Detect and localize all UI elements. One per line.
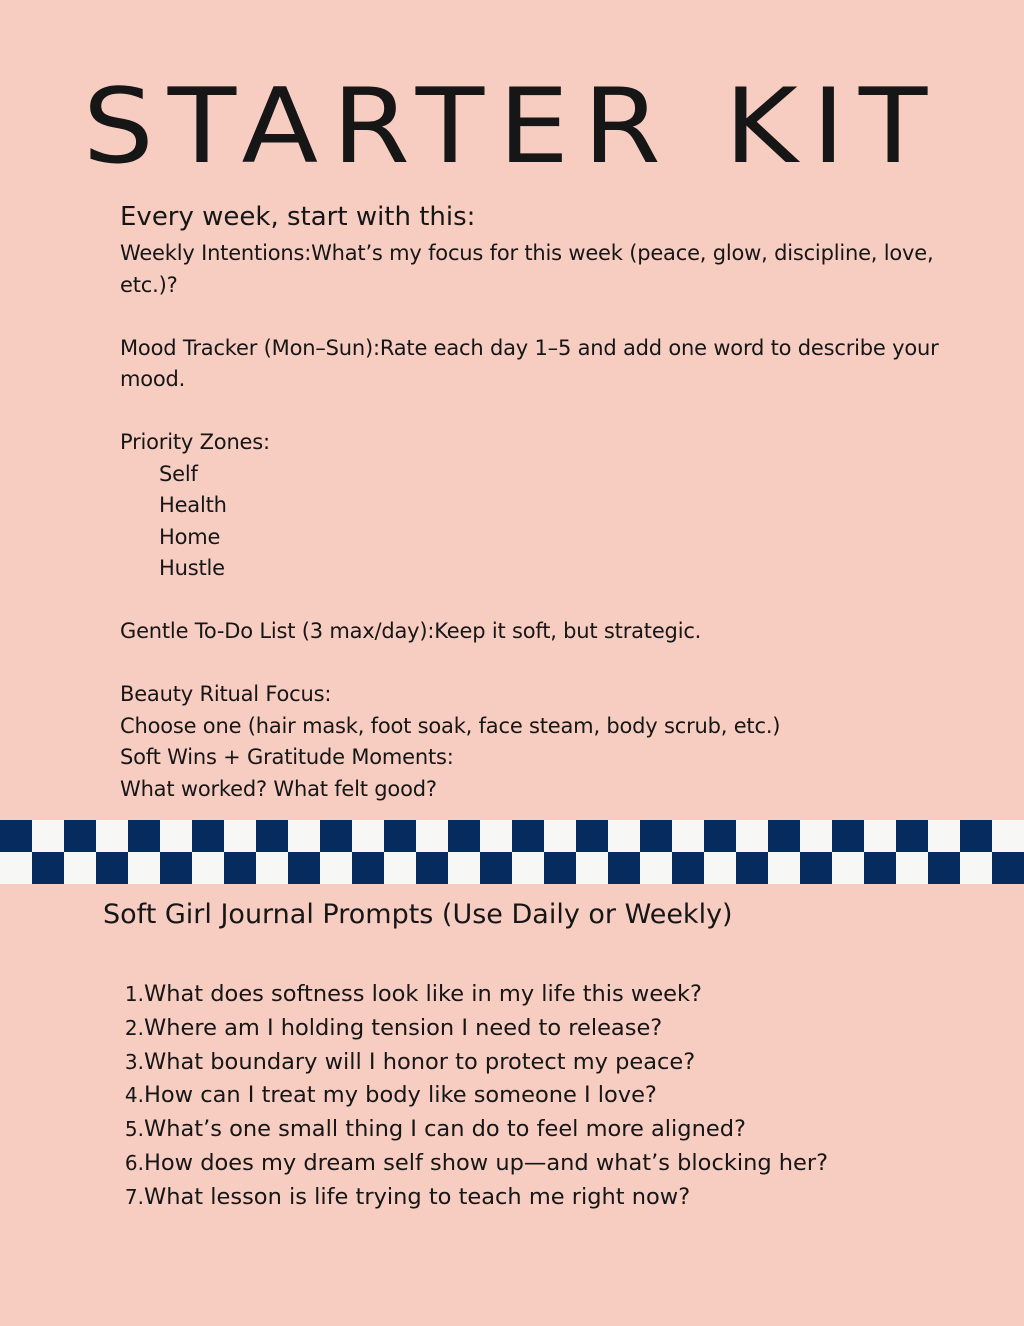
checker-square	[704, 820, 736, 852]
priority-zone-item: Health	[159, 493, 227, 517]
checker-square	[736, 820, 768, 852]
checker-square	[992, 852, 1024, 884]
checker-square	[288, 820, 320, 852]
priority-zone-item: Home	[159, 524, 221, 549]
list-item	[120, 1147, 920, 1181]
list-number: 1.	[124, 982, 144, 1006]
list-number: 5.	[124, 1117, 144, 1142]
checker-square	[256, 820, 288, 852]
checker-square	[608, 852, 640, 884]
spacer	[120, 396, 950, 428]
prompt-text: How does my dream self show up—and what’s blocking her?	[144, 1149, 829, 1176]
checker-square	[672, 852, 704, 884]
checker-square	[800, 820, 832, 852]
list-item	[120, 1181, 920, 1215]
checker-square	[416, 852, 448, 884]
checker-square	[480, 820, 512, 852]
list-number: 7.	[124, 1184, 144, 1209]
checker-square	[960, 852, 992, 884]
list-number: 3.	[124, 1049, 144, 1074]
checkerboard-divider	[0, 820, 1024, 884]
journal-prompts-list	[120, 978, 920, 1215]
mood-tracker: Mood Tracker (Mon–Sun):Rate each day 1–5 and add one word to describe your mood.	[120, 335, 939, 391]
checker-square	[640, 820, 672, 852]
checker-square	[640, 852, 672, 884]
list-item	[120, 1113, 920, 1147]
prompt-text: Where am I holding tension I need to release?	[144, 1014, 663, 1041]
list-number: 6.	[124, 1150, 144, 1175]
checker-square	[448, 820, 480, 852]
checker-square	[768, 820, 800, 852]
checker-square	[96, 852, 128, 884]
checker-square	[352, 820, 384, 852]
checker-square	[0, 820, 32, 852]
spacer	[120, 585, 950, 617]
soft-wins-text: What worked? What felt good?	[120, 776, 437, 801]
list-item	[120, 1012, 920, 1046]
checker-square	[64, 820, 96, 852]
checker-square	[0, 852, 32, 884]
priority-zone-item: Self	[159, 461, 198, 486]
checker-square	[128, 852, 160, 884]
list-number: 2.	[124, 1015, 144, 1040]
checker-square	[416, 820, 448, 852]
checker-square	[864, 820, 896, 852]
list-item	[120, 1079, 920, 1113]
checker-square	[864, 852, 896, 884]
checker-square	[288, 852, 320, 884]
priority-zone-item: Hustle	[159, 556, 225, 580]
checker-square	[800, 852, 832, 884]
checker-square	[768, 852, 800, 884]
spacer	[120, 648, 950, 680]
gentle-todo-list: Gentle To-Do List (3 max/day):Keep it soft, but strategic.	[120, 619, 702, 643]
prompt-text: What’s one small thing I can do to feel more aligned?	[144, 1116, 746, 1143]
checker-square	[928, 820, 960, 852]
checker-square	[928, 852, 960, 884]
soft-wins-label: Soft Wins + Gratitude Moments:	[120, 745, 454, 769]
checker-square	[224, 852, 256, 884]
page-title: STARTER KIT	[82, 67, 942, 187]
checker-square	[512, 852, 544, 884]
checker-square	[544, 820, 576, 852]
checker-square	[384, 820, 416, 852]
checker-square	[992, 820, 1024, 852]
list-item	[120, 1046, 920, 1080]
checker-square	[320, 820, 352, 852]
checker-square	[736, 852, 768, 884]
checker-square	[544, 852, 576, 884]
checker-square	[384, 852, 416, 884]
beauty-ritual-label: Beauty Ritual Focus:	[120, 682, 332, 706]
checker-square	[896, 820, 928, 852]
checker-square	[704, 852, 736, 884]
checker-square	[224, 820, 256, 852]
list-item	[120, 978, 920, 1012]
checker-square	[352, 852, 384, 884]
checker-square	[608, 820, 640, 852]
weekly-intentions: Weekly Intentions:What’s my focus for this week (peace, glow, discipline, love, etc.)?	[120, 241, 934, 297]
checker-square	[832, 852, 864, 884]
checker-square	[832, 820, 864, 852]
checker-square	[576, 852, 608, 884]
priority-zones-label: Priority Zones:	[120, 430, 270, 454]
checker-square	[160, 820, 192, 852]
weekly-heading: Every week, start with this:	[120, 202, 476, 232]
list-number: 4.	[124, 1083, 144, 1108]
prompts-heading: Soft Girl Journal Prompts (Use Daily or Weekly)	[103, 899, 733, 930]
checker-square	[896, 852, 928, 884]
checker-square	[32, 820, 64, 852]
checker-square	[192, 820, 224, 852]
checker-square	[672, 820, 704, 852]
checker-square	[448, 852, 480, 884]
checker-square	[480, 852, 512, 884]
beauty-ritual-text: Choose one (hair mask, foot soak, face steam, body scrub, etc.)	[120, 713, 781, 738]
checker-square	[64, 852, 96, 884]
prompt-text: What does softness look like in my life this week?	[144, 981, 702, 1007]
checker-square	[128, 820, 160, 852]
checker-square	[160, 852, 192, 884]
checker-square	[32, 852, 64, 884]
checker-square	[320, 852, 352, 884]
prompt-text: What boundary will I honor to protect my peace?	[144, 1048, 696, 1075]
prompt-text: How can I treat my body like someone I love?	[144, 1082, 657, 1109]
checker-square	[256, 852, 288, 884]
checker-square	[576, 820, 608, 852]
spacer	[120, 301, 950, 333]
weekly-section	[120, 198, 950, 805]
checker-square	[960, 820, 992, 852]
checker-square	[512, 820, 544, 852]
checker-square	[192, 852, 224, 884]
checker-square	[96, 820, 128, 852]
prompt-text: What lesson is life trying to teach me right now?	[144, 1183, 691, 1210]
